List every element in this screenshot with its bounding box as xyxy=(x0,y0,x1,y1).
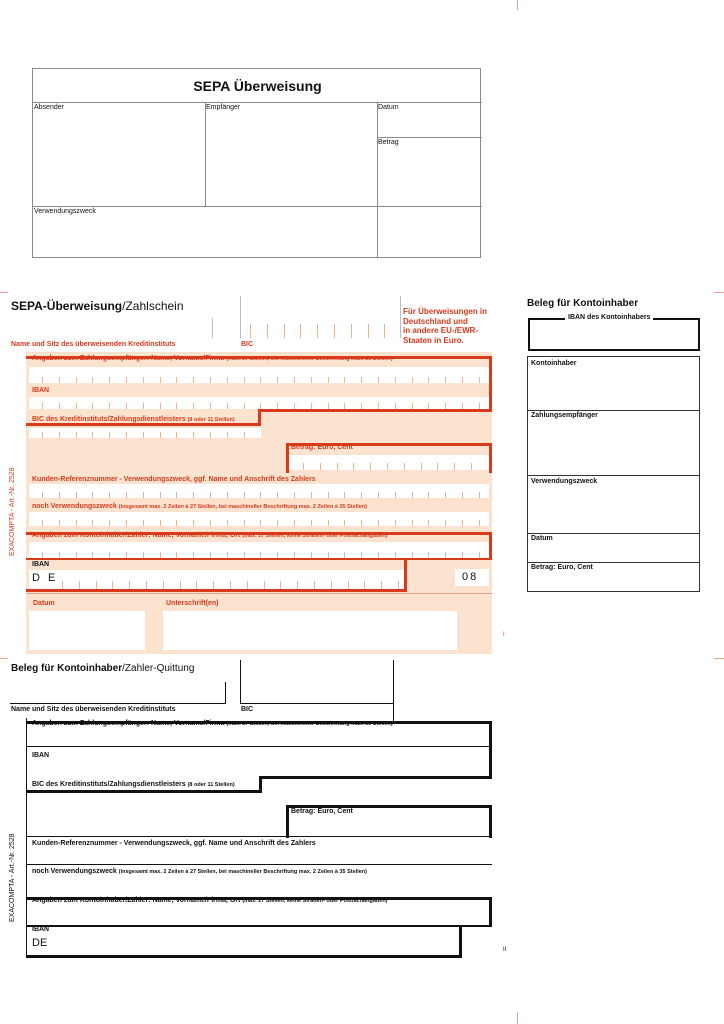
date-label: Datum xyxy=(33,600,55,607)
cell-tick xyxy=(143,377,144,383)
iban-label: IBAN xyxy=(32,387,50,394)
cell-tick xyxy=(437,463,438,470)
cell-tick xyxy=(317,324,318,338)
payee-label: Angaben zum Zahlungsempfänger: Name, Vorname/Firma (max. 27 Stellen, bei maschineller Beschriftung max. 35 Stellen) xyxy=(32,355,393,362)
cell-tick xyxy=(193,520,194,526)
bottom-bank-label: Name und Sitz des überweisenden Kreditinstituts xyxy=(11,706,176,713)
cell-tick xyxy=(428,377,429,383)
cell-tick xyxy=(311,492,312,498)
signature-input[interactable] xyxy=(163,611,457,650)
cell-tick xyxy=(277,520,278,526)
trim-mark xyxy=(517,0,518,10)
bottom-amount-label: Betrag: Euro, Cent xyxy=(291,808,353,815)
cell-tick xyxy=(462,403,463,409)
receipt-iban-box[interactable] xyxy=(528,318,700,351)
trim-mark xyxy=(0,292,8,293)
bottom-payer-iban-label: IBAN xyxy=(32,926,50,933)
cell-tick xyxy=(42,403,43,409)
cell-tick xyxy=(260,492,261,498)
cell-tick xyxy=(126,492,127,498)
bottom-bic-label: BIC xyxy=(241,706,254,713)
cell-tick xyxy=(314,581,315,589)
cell-tick xyxy=(378,377,379,383)
cell-tick xyxy=(260,552,261,558)
cell-tick xyxy=(76,432,77,438)
cell-tick xyxy=(247,581,248,589)
bottom-bic-full-label: BIC des Kreditinstituts/Zahlungsdienstleisters (8 oder 11 Stellen) xyxy=(32,781,235,788)
cell-tick xyxy=(344,520,345,526)
cell-tick xyxy=(42,520,43,526)
cell-tick xyxy=(62,581,63,589)
cell-tick xyxy=(353,463,354,470)
cell-tick xyxy=(344,492,345,498)
cell-tick xyxy=(92,403,93,409)
cell-tick xyxy=(368,324,369,338)
amount-field[interactable]: Betrag xyxy=(378,139,399,146)
cell-tick xyxy=(109,520,110,526)
cell-tick xyxy=(395,520,396,526)
cell-tick xyxy=(294,552,295,558)
receipt-date[interactable]: Datum xyxy=(531,535,553,542)
cell-tick xyxy=(445,520,446,526)
cell-tick xyxy=(361,377,362,383)
form-note: Für Überweisungen in Deutschland und in andere EU-/EWR- Staaten in Euro. xyxy=(403,307,488,345)
cell-tick xyxy=(462,552,463,558)
cell-tick xyxy=(479,492,480,498)
cell-tick xyxy=(160,432,161,438)
cell-tick xyxy=(227,432,228,438)
cell-tick xyxy=(303,463,304,470)
cell-tick xyxy=(109,492,110,498)
cell-tick xyxy=(59,492,60,498)
cell-tick xyxy=(454,463,455,470)
iban-prefix-e: E xyxy=(48,572,56,584)
cell-tick xyxy=(176,520,177,526)
cell-tick xyxy=(210,403,211,409)
cell-tick xyxy=(462,520,463,526)
cell-tick xyxy=(244,403,245,409)
cell-tick xyxy=(260,403,261,409)
cell-tick xyxy=(361,520,362,526)
cell-tick xyxy=(334,324,335,338)
cell-tick xyxy=(244,377,245,383)
receipt-amount[interactable]: Betrag: Euro, Cent xyxy=(531,564,593,571)
cell-tick xyxy=(395,552,396,558)
cell-tick xyxy=(328,492,329,498)
cell-tick xyxy=(112,581,113,589)
more-purpose-label: noch Verwendungszweck (insgesamt max. 2 Zeilen à 27 Stellen, bei maschineller Beschriftung max. 2 Zeilen à 35 Stellen) xyxy=(32,503,367,510)
cover-title: SEPA Überweisung xyxy=(193,78,322,94)
cell-tick xyxy=(387,463,388,470)
purpose-field[interactable]: Verwendungszweck xyxy=(34,208,96,215)
cell-tick xyxy=(59,520,60,526)
cell-tick xyxy=(160,403,161,409)
trim-mark xyxy=(714,292,724,293)
cell-tick xyxy=(213,581,214,589)
cell-tick xyxy=(328,377,329,383)
bottom-iban-label: IBAN xyxy=(32,752,50,759)
cell-tick xyxy=(96,581,97,589)
cell-tick xyxy=(244,492,245,498)
cell-tick xyxy=(143,492,144,498)
bottom-mark-small: II xyxy=(503,947,507,953)
cell-tick xyxy=(92,377,93,383)
cell-tick xyxy=(126,377,127,383)
cell-tick xyxy=(109,403,110,409)
cell-tick xyxy=(462,492,463,498)
receipt-right-title: Beleg für Kontoinhaber xyxy=(527,298,639,309)
cell-tick xyxy=(196,581,197,589)
cell-tick xyxy=(42,432,43,438)
cell-tick xyxy=(412,403,413,409)
cell-tick xyxy=(160,520,161,526)
cell-tick xyxy=(163,581,164,589)
cell-tick xyxy=(445,552,446,558)
cell-tick xyxy=(126,520,127,526)
cell-tick xyxy=(395,492,396,498)
cell-tick xyxy=(277,377,278,383)
cell-tick xyxy=(76,492,77,498)
cell-tick xyxy=(311,403,312,409)
cell-tick xyxy=(92,520,93,526)
cell-tick xyxy=(126,403,127,409)
cell-tick xyxy=(412,377,413,383)
cover-form xyxy=(32,68,481,258)
cell-tick xyxy=(294,520,295,526)
cell-tick xyxy=(76,377,77,383)
cell-tick xyxy=(59,377,60,383)
receipt-fields xyxy=(527,356,700,592)
cell-tick xyxy=(227,377,228,383)
cell-tick xyxy=(250,324,251,338)
cell-tick xyxy=(297,581,298,589)
cell-tick xyxy=(361,492,362,498)
cell-tick xyxy=(428,520,429,526)
cell-tick xyxy=(260,377,261,383)
cell-tick xyxy=(160,492,161,498)
cell-tick xyxy=(267,324,268,338)
bottom-iban-prefix: DE xyxy=(32,937,48,949)
cell-tick xyxy=(76,520,77,526)
recipient-field[interactable]: Empfänger xyxy=(206,104,241,111)
cell-tick xyxy=(126,432,127,438)
reference-label: Kunden-Referenznummer - Verwendungszweck, ggf. Name und Anschrift des Zahlers xyxy=(32,476,316,483)
trim-mark xyxy=(517,1012,518,1024)
cell-tick xyxy=(129,581,130,589)
bic-full-label: BIC des Kreditinstituts/Zahlungsdienstleisters (8 oder 11 Stellen) xyxy=(32,416,235,423)
date-input[interactable] xyxy=(29,611,145,650)
cell-tick xyxy=(92,492,93,498)
cell-tick xyxy=(284,324,285,338)
cell-tick xyxy=(361,403,362,409)
cell-tick xyxy=(210,552,211,558)
payer-iban-label: IBAN xyxy=(32,561,50,568)
cell-tick xyxy=(244,552,245,558)
cell-tick xyxy=(378,520,379,526)
cell-tick xyxy=(428,492,429,498)
cell-tick xyxy=(193,492,194,498)
bic-label: BIC xyxy=(241,341,254,348)
cell-tick xyxy=(227,520,228,526)
iban-prefix-d: D xyxy=(32,572,40,584)
cell-tick xyxy=(193,552,194,558)
cell-tick xyxy=(277,403,278,409)
cell-tick xyxy=(109,552,110,558)
date-field[interactable]: Datum xyxy=(378,104,399,111)
cell-tick xyxy=(328,403,329,409)
cell-tick xyxy=(331,581,332,589)
cell-tick xyxy=(92,432,93,438)
cell-tick xyxy=(404,463,405,470)
receipt-payee[interactable]: Zahlungsempfänger xyxy=(531,412,598,419)
sender-field[interactable]: Absender xyxy=(34,104,64,111)
cell-tick xyxy=(364,581,365,589)
cell-tick xyxy=(361,552,362,558)
cell-tick xyxy=(210,520,211,526)
cell-tick xyxy=(193,377,194,383)
cell-tick xyxy=(193,403,194,409)
cell-tick xyxy=(143,403,144,409)
cell-tick xyxy=(42,492,43,498)
cell-tick xyxy=(384,324,385,338)
cell-tick xyxy=(378,403,379,409)
amount-label: Betrag: Euro, Cent xyxy=(291,444,353,451)
cell-tick xyxy=(311,552,312,558)
trim-mark xyxy=(714,658,724,659)
cell-tick xyxy=(300,324,301,338)
bank-label: Name und Sitz des überweisenden Kreditinstituts xyxy=(11,341,176,348)
code-field: 08 xyxy=(462,571,479,583)
cell-tick xyxy=(294,403,295,409)
bottom-side-print: EXACOMPTA - Art.-Nr. 2528 xyxy=(9,833,16,922)
cell-tick xyxy=(42,552,43,558)
cell-tick xyxy=(176,403,177,409)
cell-tick xyxy=(351,324,352,338)
cell-tick xyxy=(109,377,110,383)
cell-tick xyxy=(428,552,429,558)
cell-tick xyxy=(244,520,245,526)
bottom-more-purpose-label: noch Verwendungszweck (insgesamt max. 2 Zeilen à 27 Stellen, bei maschineller Beschriftung max. 2 Zeilen à 35 Stellen) xyxy=(32,868,367,875)
cell-tick xyxy=(160,552,161,558)
cell-tick xyxy=(176,377,177,383)
cell-tick xyxy=(479,552,480,558)
cell-tick xyxy=(210,492,211,498)
cell-tick xyxy=(412,552,413,558)
cell-tick xyxy=(320,463,321,470)
cell-tick xyxy=(381,581,382,589)
cell-tick xyxy=(210,432,211,438)
cell-tick xyxy=(395,377,396,383)
cell-tick xyxy=(344,403,345,409)
cell-tick xyxy=(126,552,127,558)
cell-tick xyxy=(146,581,147,589)
cell-tick xyxy=(176,552,177,558)
cell-tick xyxy=(264,581,265,589)
cell-tick xyxy=(421,463,422,470)
bottom-payer-label: Angaben zum Kontoinhaber/Zahler: Name, Vorname/Firma, Ort (max. 27 Stellen, keine Straßen- oder Postfachangaben) xyxy=(32,897,388,904)
cell-tick xyxy=(311,520,312,526)
cell-tick xyxy=(445,377,446,383)
cell-tick xyxy=(344,377,345,383)
cell-tick xyxy=(471,463,472,470)
payer-label: Angaben zum Kontoinhaber/Zahler: Name, Vorname/Firma, Ort (max. 27 Stellen, keine Straßen- oder Postfachangaben) xyxy=(32,532,388,539)
cell-tick xyxy=(348,581,349,589)
bottom-reference-label: Kunden-Referenznummer - Verwendungszweck, ggf. Name und Anschrift des Zahlers xyxy=(32,840,316,847)
cell-tick xyxy=(344,552,345,558)
cell-tick xyxy=(76,552,77,558)
cell-tick xyxy=(479,377,480,383)
receipt-purpose[interactable]: Verwendungszweck xyxy=(531,478,598,485)
cell-tick xyxy=(109,432,110,438)
bottom-payee-label: Angaben zum Zahlungsempfänger: Name, Vorname/Firma (max. 27 Stellen, bei maschineller Beschriftung max. 35 Stellen) xyxy=(32,720,393,727)
receipt-bottom-title: Beleg für Kontoinhaber/Zahler-Quittung xyxy=(11,663,195,674)
cell-tick xyxy=(311,377,312,383)
cell-tick xyxy=(370,463,371,470)
cell-tick xyxy=(277,552,278,558)
signature-label: Unterschrift(en) xyxy=(166,600,219,607)
cell-tick xyxy=(42,377,43,383)
cell-tick xyxy=(395,403,396,409)
cell-tick xyxy=(143,520,144,526)
trim-mark xyxy=(0,658,8,659)
cell-tick xyxy=(76,403,77,409)
cell-tick xyxy=(79,581,80,589)
cell-tick xyxy=(230,581,231,589)
cell-tick xyxy=(59,552,60,558)
cell-tick xyxy=(462,377,463,383)
form-title: SEPA-Überweisung/Zahlschein xyxy=(11,299,184,313)
cell-tick xyxy=(227,403,228,409)
cell-tick xyxy=(227,552,228,558)
cell-tick xyxy=(337,463,338,470)
cell-tick xyxy=(92,552,93,558)
cell-tick xyxy=(280,581,281,589)
cell-tick xyxy=(59,403,60,409)
cell-tick xyxy=(445,492,446,498)
cell-tick xyxy=(398,581,399,589)
cell-tick xyxy=(445,403,446,409)
cell-tick xyxy=(180,581,181,589)
cell-tick xyxy=(277,492,278,498)
cell-tick xyxy=(328,552,329,558)
receipt-holder[interactable]: Kontoinhaber xyxy=(531,360,577,367)
cell-tick xyxy=(176,492,177,498)
cell-tick xyxy=(160,377,161,383)
cell-tick xyxy=(227,492,228,498)
cell-tick xyxy=(294,492,295,498)
cell-tick xyxy=(378,552,379,558)
cell-tick xyxy=(244,432,245,438)
cell-tick xyxy=(59,432,60,438)
cell-tick xyxy=(479,403,480,409)
cell-tick xyxy=(143,552,144,558)
cell-tick xyxy=(193,432,194,438)
cell-tick xyxy=(260,520,261,526)
cell-tick xyxy=(428,403,429,409)
cell-tick xyxy=(176,432,177,438)
cell-tick xyxy=(328,520,329,526)
cell-tick xyxy=(143,432,144,438)
cell-tick xyxy=(210,377,211,383)
side-print: EXACOMPTA - Art.-Nr. 2528 xyxy=(9,467,16,556)
cell-tick xyxy=(412,520,413,526)
mark-small: I xyxy=(503,632,505,638)
cell-tick xyxy=(378,492,379,498)
cell-tick xyxy=(479,520,480,526)
cell-tick xyxy=(294,377,295,383)
cell-tick xyxy=(412,492,413,498)
receipt-iban-label: IBAN des Kontoinhabers xyxy=(565,314,653,322)
